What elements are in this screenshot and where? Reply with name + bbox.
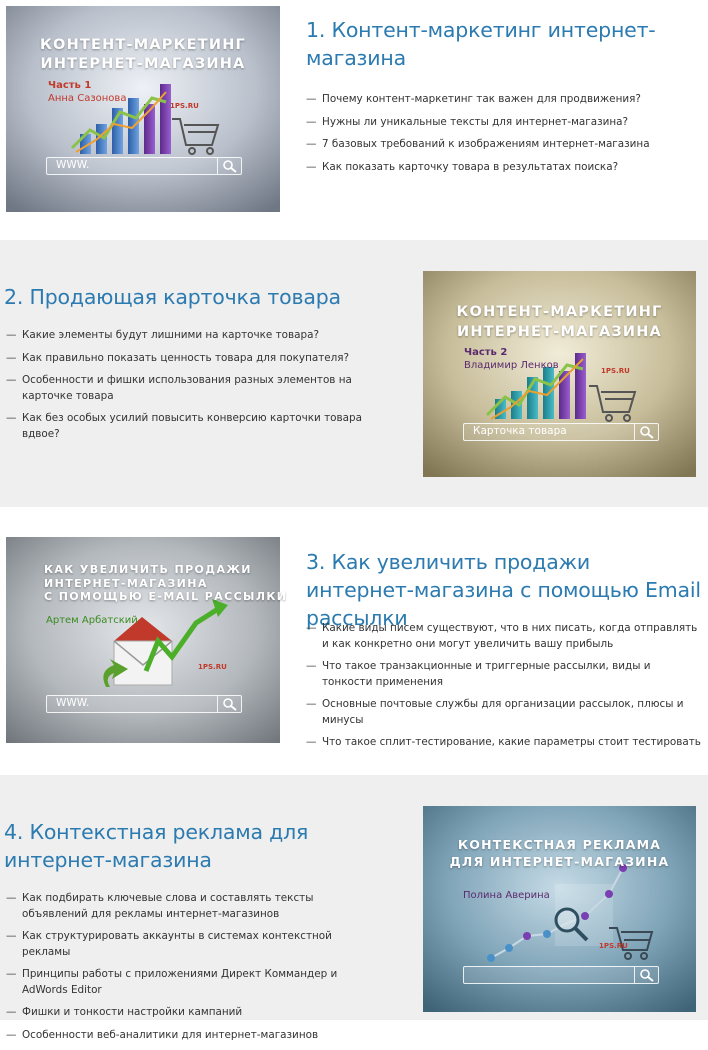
course-section-1 <box>0 0 708 240</box>
thumbnail-brand: 1PS.RU <box>198 663 227 671</box>
list-item: — Какие виды писем существуют, что в них писать, когда отправлять и как конкретно они могут увеличить вашу прибыль <box>306 621 701 652</box>
thumbnail-title: КОНТЕКСТНАЯ РЕКЛАМА ДЛЯ ИНТЕРНЕТ-МАГАЗИНА <box>449 837 670 869</box>
magnifier-icon <box>218 158 242 174</box>
magnifier-icon <box>218 696 242 712</box>
thumbnail-search-button <box>217 696 241 712</box>
list-item: — Как показать карточку товара в результатах поиска? <box>306 160 701 176</box>
thumbnail-search-button <box>634 424 658 440</box>
course-title-4[interactable]: 4. Контекстная реклама для интернет-магазина <box>4 820 309 872</box>
list-item: — Фишки и тонкости настройки кампаний <box>6 1005 381 1021</box>
magnifier-icon <box>635 967 659 983</box>
thumbnail-search-text: WWW. <box>56 697 90 709</box>
course-topics-2 <box>6 328 376 449</box>
list-item: — Как правильно показать ценность товара для покупателя? <box>6 351 376 367</box>
thumbnail-title: КОНТЕНТ-МАРКЕТИНГ ИНТЕРНЕТ-МАГАЗИНА <box>40 37 246 72</box>
thumbnail-search-bar <box>46 157 242 175</box>
course-thumbnail-4[interactable] <box>423 806 696 1012</box>
course-topics-3 <box>306 621 701 758</box>
course-thumbnail-1[interactable] <box>6 6 280 212</box>
list-item: — Особенности веб-аналитики для интернет-магазинов <box>6 1028 381 1044</box>
list-item: — Основные почтовые службы для организации рассылок, плюсы и минусы <box>306 697 701 728</box>
list-item: — Как без особых усилий повысить конверсию карточки товара вдвое? <box>6 411 376 442</box>
thumbnail-title: КОНТЕНТ-МАРКЕТИНГ ИНТЕРНЕТ-МАГАЗИНА <box>456 304 663 340</box>
course-section-4 <box>0 775 708 1041</box>
course-topics-4 <box>6 891 381 1050</box>
thumbnail-author: Артем Арбатский <box>46 615 138 626</box>
course-title-1[interactable]: 1. Контент-маркетинг интернет-магазина <box>306 18 656 70</box>
magnifier-icon <box>635 424 659 440</box>
thumbnail-author: Владимир Ленков <box>464 360 559 371</box>
course-section-2 <box>0 240 708 507</box>
list-item: — Как структурировать аккаунты в системах контекстной рекламы <box>6 929 381 960</box>
thumbnail-search-button <box>634 967 658 983</box>
thumbnail-part: Часть 2 <box>464 347 508 358</box>
course-title-2[interactable]: 2. Продающая карточка товара <box>4 285 341 309</box>
thumbnail-author: Полина Аверина <box>463 890 550 901</box>
thumbnail-brand: 1PS.RU <box>599 942 628 950</box>
list-item: — Как подбирать ключевые слова и составлять тексты объявлений для рекламы интернет-магазинов <box>6 891 381 922</box>
thumbnail-search-bar <box>46 695 242 713</box>
thumbnail-search-text: Карточка товара <box>473 425 567 437</box>
list-item: — Какие элементы будут лишними на карточке товара? <box>6 328 376 344</box>
course-topics-1 <box>306 92 701 182</box>
course-thumbnail-3[interactable] <box>6 537 288 743</box>
thumbnail-brand: 1PS.RU <box>601 367 630 375</box>
thumbnail-part: Часть 1 <box>48 80 92 91</box>
thumbnail-search-text: WWW. <box>56 159 90 171</box>
thumbnail-brand: 1PS.RU <box>170 102 199 110</box>
course-thumbnail-2[interactable] <box>423 271 696 477</box>
list-item: — 7 базовых требований к изображениям интернет-магазина <box>306 137 701 153</box>
thumbnail-search-button <box>217 158 241 174</box>
list-item: — Принципы работы с приложениями Директ Коммандер и AdWords Editor <box>6 967 381 998</box>
thumbnail-title: КАК УВЕЛИЧИТЬ ПРОДАЖИ ИНТЕРНЕТ-МАГАЗИНА С ПОМОЩЬЮ E-MAIL РАССЫЛКИ <box>44 563 288 603</box>
list-item: — Что такое транзакционные и триггерные рассылки, виды и тонкости применения <box>306 659 701 690</box>
list-item: — Нужны ли уникальные тексты для интернет-магазина? <box>306 115 701 131</box>
list-item: — Особенности и фишки использования разных элементов на карточке товара <box>6 373 376 404</box>
thumbnail-search-bar <box>463 966 659 984</box>
thumbnail-author: Анна Сазонова <box>48 93 127 104</box>
list-item: — Почему контент-маркетинг так важен для продвижения? <box>306 92 701 108</box>
course-title-3[interactable]: 3. Как увеличить продажи интернет-магазина с помощью Email рассылки <box>306 550 701 630</box>
list-item: — Что такое сплит-тестирование, какие параметры стоит тестировать <box>306 735 701 751</box>
course-section-3 <box>0 507 708 775</box>
thumbnail-search-bar <box>463 423 659 441</box>
